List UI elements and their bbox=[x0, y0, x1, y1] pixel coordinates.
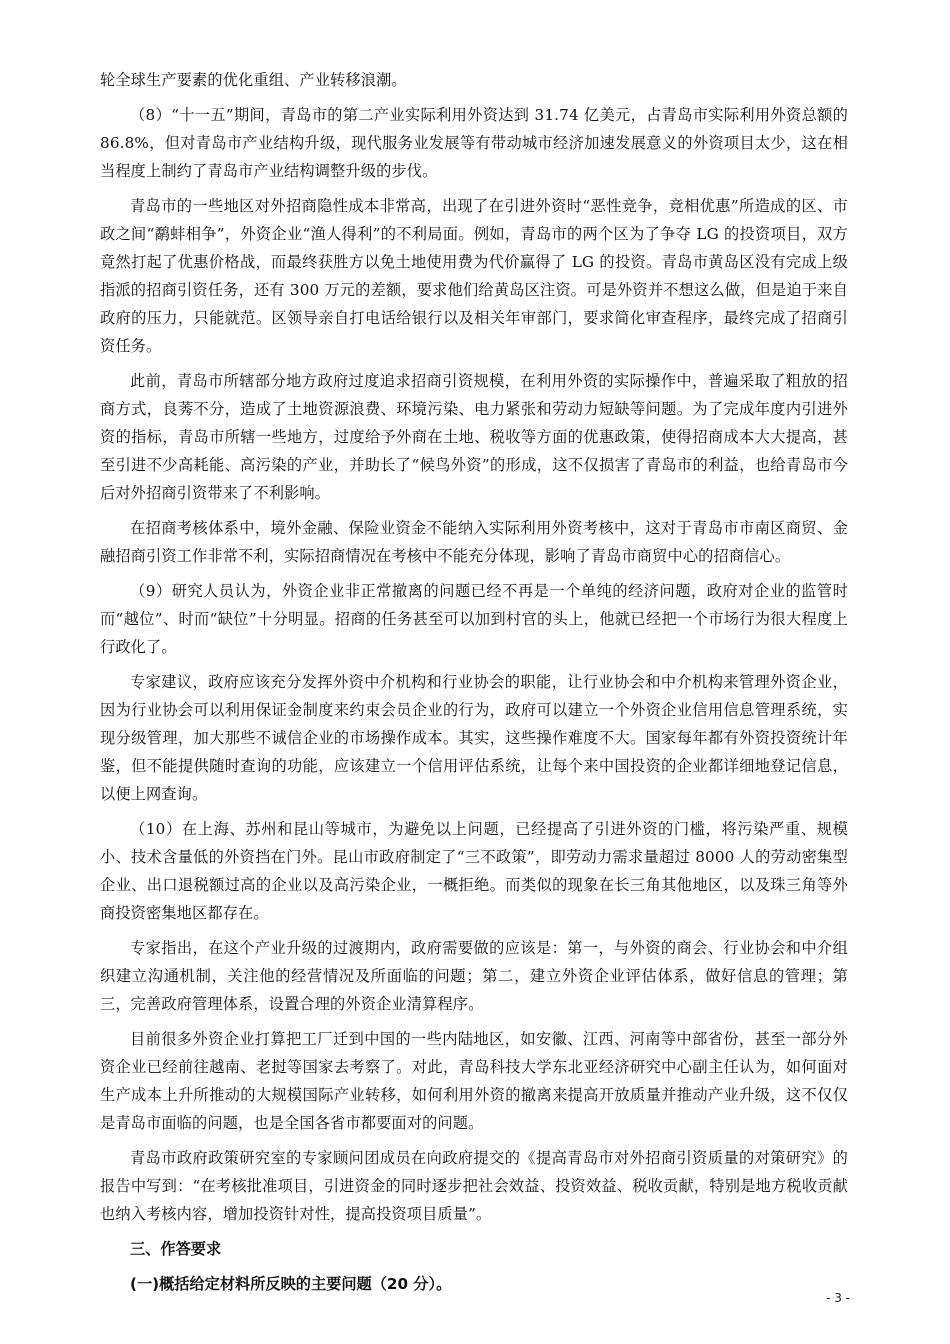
paragraph-extensive-investment: 此前，青岛市所辖部分地方政府过度追求招商引资规模，在利用外资的实际操作中，普遍采取了粗放的招商方式，良莠不分，造成了土地资源浪费、环境污染、电力紧张和劳动力短缺等问题。为了完成年度内引进外资的指标，青岛市所辖一些地方，过度给予外商在土地、税收等方面的优惠政策，使得招商成本大大提高，甚至引进不少高耗能、高污染的产业，并助长了“候鸟外资”的形成，这不仅损害了青岛市的利益，也给青岛市今后对外招商引资带来了不利影响。 bbox=[100, 372, 848, 502]
question-1: (一)概括给定材料所反映的主要问题（20 分）。 bbox=[130, 1275, 452, 1293]
paragraph-item-8: （8）“十一五”期间，青岛市的第二产业实际利用外资达到 31.74 亿美元，占青岛市实际利用外资总额的 86.8%，但对青岛市产业结构升级，现代服务业发展等有带动城市经济加速发展意义的外资项目太少，这在相当程度上制约了青岛市产业结构调整升级的步伐。 bbox=[100, 106, 848, 180]
paragraph-item-9: （9）研究人员认为，外资企业非正常撤离的问题已经不再是一个单纯的经济问题，政府对企业的监管时而“越位”、时而“缺位”十分明显。招商的任务甚至可以加到村官的头上，他就已经把一个市场行为很大程度上行政化了。 bbox=[100, 582, 848, 656]
paragraph-item-10: （10）在上海、苏州和昆山等城市，为避免以上问题，已经提高了引进外资的门槛，将污染严重、规模小、技术含量低的外资挡在门外。昆山市政府制定了“三不政策”，即劳动力需求量超过 8000 人的劳动密集型企业、出口退税额过高的企业以及高污染企业，一概拒绝。而类似的现象在长三角其他地区，以及珠三角等外商投资密集地区都存在。 bbox=[100, 820, 848, 922]
paragraph-hidden-costs: 青岛市的一些地区对外招商隐性成本非常高，出现了在引进外资时“恶性竞争，竞相优惠”所造成的区、市政之间“鹬蚌相争”，外资企业“渔人得利”的不利局面。例如，青岛市的两个区为了争夺 LG 的投资项目，双方竟然打起了优惠价格战，而最终获胜方以免土地使用费为代价赢得了 LG 的投资。青岛市黄岛区没有完成上级指派的招商引资任务，还有 300 万元的差额，要求他们给黄岛区注资。可是外资并不想这么做，但是迫于来自政府的压力，只能就范。区领导亲自打电话给银行以及相关年审部门，要求简化审查程序，最终完成了招商引资任务。 bbox=[100, 197, 848, 355]
paragraph-assessment-system: 在招商考核体系中，境外金融、保险业资金不能纳入实际利用外资考核中，这对于青岛市市南区商贸、金融招商引资工作非常不利，实际招商情况在考核中不能充分体现，影响了青岛市商贸中心的招商信心。 bbox=[100, 519, 848, 565]
paragraph-relocation: 目前很多外资企业打算把工厂迁到中国的一些内陆地区，如安徽、江西、河南等中部省份，甚至一部分外资企业已经前往越南、老挝等国家去考察了。对此，青岛科技大学东北亚经济研究中心副主任认为，如何面对生产成本上升所推动的大规模国际产业转移，如何利用外资的撤离来提高开放质量并推动产业升级，这不仅仅是青岛市面临的问题，也是全国各省市都要面对的问题。 bbox=[100, 1030, 848, 1132]
paragraph-expert-points: 专家指出，在这个产业升级的过渡期内，政府需要做的应该是：第一，与外资的商会、行业协会和中介组织建立沟通机制，关注他的经营情况及所面临的问题；第二，建立外资企业评估体系，做好信息的管理；第三，完善政府管理体系，设置合理的外资企业清算程序。 bbox=[100, 939, 848, 1013]
paragraph-expert-suggestion: 专家建议，政府应该充分发挥外资中介机构和行业协会的职能，让行业协会和中介机构来管理外资企业，因为行业协会可以利用保证金制度来约束会员企业的行为，政府可以建立一个外资企业信用信息管理系统，实现分级管理，加大那些不诚信企业的市场操作成本。其实，这些操作难度不大。国家每年都有外资投资统计年鉴，但不能提供随时查询的功能，应该建立一个信用评估系统，让每个来中国投资的企业都详细地登记信息，以便上网查询。 bbox=[100, 673, 848, 803]
page-number: - 3 - bbox=[826, 1291, 850, 1305]
paragraph-continuation: 轮全球生产要素的优化重组、产业转移浪潮。 bbox=[100, 71, 407, 89]
section-heading: 三、作答要求 bbox=[130, 1240, 222, 1258]
paragraph-policy-report: 青岛市政府政策研究室的专家顾问团成员在向政府提交的《提高青岛市对外招商引资质量的对策研究》的报告中写到：“在考核批准项目，引进资金的同时逐步把社会效益、投资效益、税收贡献，特别是地方税收贡献也纳入考核内容，增加投资针对性，提高投资项目质量”。 bbox=[100, 1149, 848, 1223]
document-body bbox=[100, 66, 848, 1305]
